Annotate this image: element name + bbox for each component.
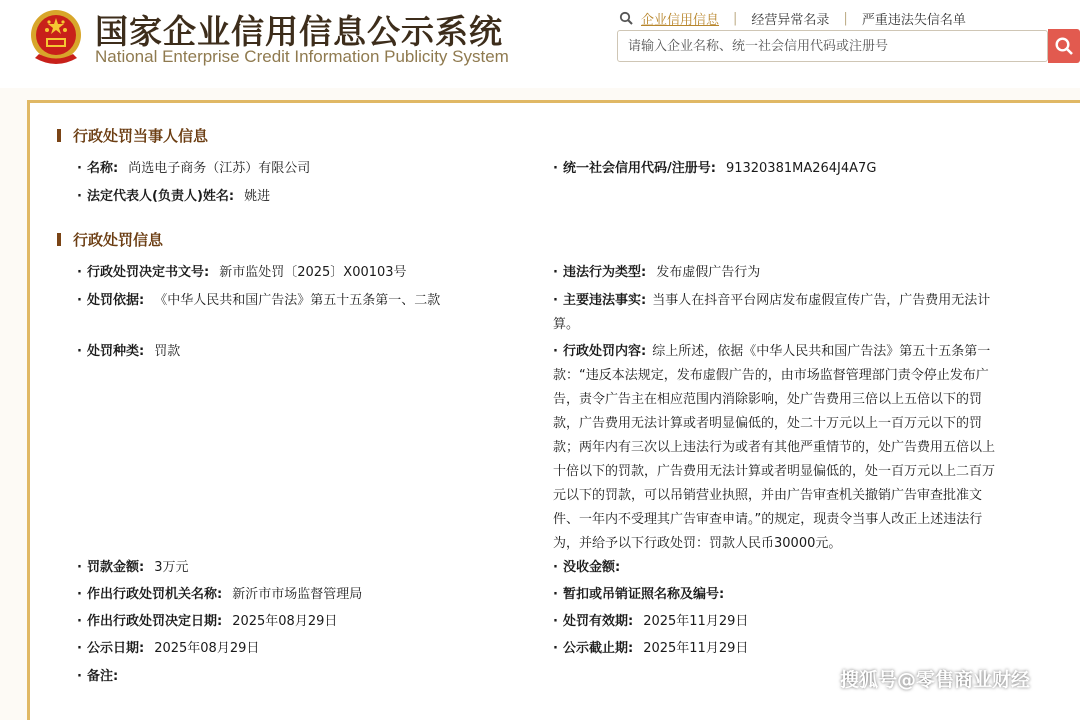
- field-legal-rep: · 法定代表人(负责人)姓名: 姚进: [77, 189, 271, 204]
- violation-type: 发布虚假广告行为: [656, 265, 761, 280]
- field-publish-date: · 公示日期: 2025年08月29日: [77, 641, 260, 656]
- decision-no: 新市监处罚〔2025〕X00103号: [219, 265, 407, 280]
- main-facts: 当事人在抖音平台网店发布虚假宣传广告，广告费用无法计算。: [553, 293, 991, 332]
- site-header: [0, 0, 1080, 88]
- legal-rep-name: 姚进: [244, 189, 271, 204]
- field-main-facts: · 主要违法事实: 当事人在抖音平台网店发布虚假宣传广告，广告费用无法计算。: [553, 293, 991, 332]
- field-validity: · 处罚有效期: 2025年11月29日: [553, 614, 749, 629]
- nav-enterprise-credit[interactable]: 企业信用信息: [641, 12, 720, 28]
- field-violation-type: · 违法行为类型: 发布虚假广告行为: [553, 265, 761, 280]
- section-title-party: 行政处罚当事人信息: [57, 125, 208, 146]
- search-box: [617, 30, 1048, 62]
- credit-code: 91320381MA264J4A7G: [725, 161, 877, 176]
- watermark: 搜狐号@零售商业财经: [840, 669, 1031, 691]
- nav-abnormal-list[interactable]: 经营异常名录: [751, 12, 830, 28]
- validity-date: 2025年11月29日: [643, 614, 749, 629]
- company-name: 尚选电子商务（江苏）有限公司: [128, 161, 311, 176]
- field-license: · 暂扣或吊销证照名称及编号:: [553, 587, 725, 602]
- field-decision-date: · 作出行政处罚决定日期: 2025年08月29日: [77, 614, 338, 629]
- field-fine: · 罚款金额: 3万元: [77, 560, 189, 575]
- section-title-penalty: 行政处罚信息: [57, 229, 163, 250]
- national-emblem-icon: [27, 8, 85, 70]
- decision-date: 2025年08月29日: [232, 614, 338, 629]
- nav-separator: |: [843, 10, 848, 26]
- section-marker: [57, 233, 61, 246]
- search-icon: [619, 11, 633, 25]
- field-confiscation: · 没收金额:: [553, 560, 621, 575]
- fine-amount: 3万元: [154, 560, 189, 575]
- penalty-content: 综上所述，依据《中华人民共和国广告法》第五十五条第一款：“违反本法规定，发布虚假广告的，由市场监督管理部门责令停止发布广告，责令广告主在相应范围内消除影响，处广告费用三倍以上五倍以下的罚款，广告费用无法计算或者明显偏低的，处二十万元以上一百万元以下的罚款；两年内有三次以上违法行为或者有其他严重情节的，处广告费用五倍以上十倍以下的罚款，广告费用无法计算或者明显偏低的，处一百万元以上二百万元以下的罚款，可以吊销营业执照，并由广告审查机关撤销广告审查批准文件、一年内不受理其广告审查申请。”的规定，现责令当事人改正上述违法行为，并给予以下行政处罚：罚款人民币30000元。: [553, 344, 996, 551]
- site-title-cn: 国家企业信用信息公示系统: [95, 12, 503, 51]
- field-penalty-type: · 处罚种类: 罚款: [77, 344, 181, 359]
- search-icon: [1054, 36, 1074, 56]
- section-marker: [57, 129, 61, 142]
- field-name: · 名称: 尚选电子商务（江苏）有限公司: [77, 161, 311, 176]
- authority-name: 新沂市市场监督管理局: [232, 587, 363, 602]
- penalty-type: 罚款: [154, 344, 181, 359]
- nav-separator: |: [733, 10, 738, 26]
- top-nav: [619, 8, 966, 28]
- field-authority: · 作出行政处罚机关名称: 新沂市市场监督管理局: [77, 587, 363, 602]
- field-basis: · 处罚依据: 《中华人民共和国广告法》第五十五条第一、二款: [77, 293, 441, 308]
- field-publish-end: · 公示截止期: 2025年11月29日: [553, 641, 749, 656]
- field-credit-code: · 统一社会信用代码/注册号: 91320381MA264J4A7G: [553, 161, 877, 176]
- nav-serious-violation-list[interactable]: 严重违法失信名单: [861, 12, 966, 28]
- penalty-basis: 《中华人民共和国广告法》第五十五条第一、二款: [154, 293, 441, 308]
- field-remarks: · 备注:: [77, 669, 119, 684]
- publish-date: 2025年08月29日: [154, 641, 260, 656]
- search-input[interactable]: [618, 31, 1047, 61]
- search-button[interactable]: [1048, 29, 1080, 63]
- field-decision-no: · 行政处罚决定书文号: 新市监处罚〔2025〕X00103号: [77, 265, 407, 280]
- field-penalty-content: · 行政处罚内容: 综上所述，依据《中华人民共和国广告法》第五十五条第一款：“违反本法规定，发布虚假广告的，由市场监督管理部门责令停止发布广告，责令广告主在相应范围内消除影响，处广告费用三倍以上五倍以下的罚款，广告费用无法计算或者明显偏低的，处二十万元以上一百万元以下的罚款；两年内有三次以上违法行为或者有其他严重情节的，处广告费用五倍以上十倍以下的罚款，广告费用无法计算或者明显偏低的，处一百万元以上二百万元以下的罚款，可以吊销营业执照，并由广告审查机关撤销广告审查批准文件、一年内不受理其广告审查申请。”的规定，现责令当事人改正上述违法行为，并给予以下行政处罚：罚款人民币30000元。: [553, 344, 996, 551]
- publish-end-date: 2025年11月29日: [643, 641, 749, 656]
- site-title-en: National Enterprise Credit Information Publicity System: [95, 47, 509, 66]
